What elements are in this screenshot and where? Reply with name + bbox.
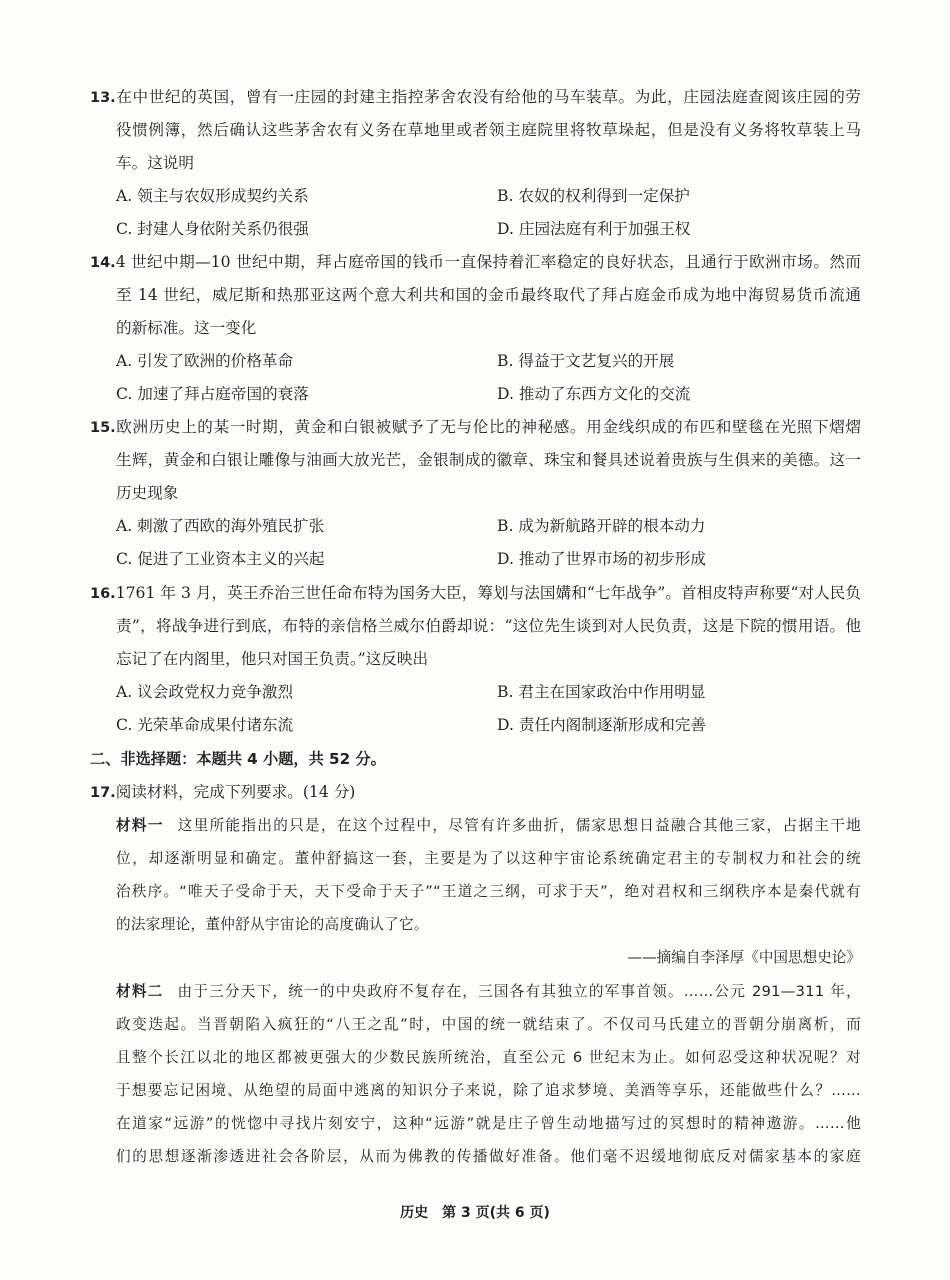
q13-line-1: 13.在中世纪的英国，曾有一庄园的封建主指控茅舍农没有给他的马车装草。为此，庄园法庭查阅该庄园的劳 — [90, 88, 861, 106]
footer-page-number: 第 3 页(共 6 页) — [442, 1205, 550, 1221]
q13-line-3: 车。这说明 — [116, 154, 194, 172]
q13-option-c: C. 封建人身依附关系仍很强 — [116, 220, 309, 238]
material1-line-2: 位，却逐渐明显和确定。董仲舒搞这一套，主要是为了以这种宇宙论系统确定君主的专制权力和社会的统 — [116, 850, 861, 867]
material2-line-4: 于想要忘记困境、从绝望的局面中逃离的知识分子来说，除了追求梦境、美酒等享乐，还能做些什么？…… — [116, 1082, 861, 1099]
material1-line-3: 治秩序。“唯天子受命于天，天下受命于天子”“王道之三纲，可求于天”，绝对君权和三纲秩序本是秦代就有 — [116, 883, 861, 900]
material2-label: 材料二 — [116, 983, 164, 1000]
page-footer — [0, 1202, 950, 1222]
q14-option-c: C. 加速了拜占庭帝国的衰落 — [116, 385, 309, 403]
material1-line-1: 材料一 这里所能指出的只是，在这个过程中，尽管有许多曲折，儒家思想日益融合其他三家，占据主干地 — [116, 817, 862, 834]
material2-line-3: 且整个长江以北的地区都被更强大的少数民族所统治，直至公元 6 世纪末为止。如何忍受这种状况呢？对 — [116, 1049, 861, 1066]
q14-line-2: 至 14 世纪，威尼斯和热那亚这两个意大利共和国的金币最终取代了拜占庭金币成为地中海贸易货币流通 — [116, 286, 861, 304]
material2-line-5: 在道家“远游”的恍惚中寻找片刻安宁，这种“远游”就是庄子曾生动地描写过的冥想时的精神遨游。……他 — [116, 1115, 861, 1132]
q13-option-a: A. 领主与农奴形成契约关系 — [116, 187, 309, 205]
material2-line-2: 政变迭起。当晋朝陷入疯狂的“八王之乱”时，中国的统一就结束了。不仅司马氏建立的晋朝分崩离析，而 — [116, 1016, 861, 1033]
q14-line-3: 的新标准。这一变化 — [116, 319, 257, 337]
q16-line-2: 责”，将战争进行到底，布特的亲信格兰威尔伯爵却说：“这位先生谈到对人民负责，这是下院的惯用语。他 — [116, 617, 861, 635]
q14-option-b: B. 得益于文艺复兴的开展 — [497, 352, 675, 370]
q16-number: 16. — [90, 586, 116, 602]
q16-option-a: A. 议会政党权力竞争激烈 — [116, 683, 294, 701]
q15-line-1: 15.欧洲历史上的某一时期，黄金和白银被赋予了无与伦比的神秘感。用金线织成的布匹和壁毯在光照下熠熠 — [90, 418, 861, 436]
q15-line-2: 生辉，黄金和白银让雕像与油画大放光芒，金银制成的徽章、珠宝和餐具述说着贵族与生俱来的美德。这一 — [116, 451, 861, 469]
q17-number: 17. — [90, 785, 116, 801]
material1-line-4: 的法家理论，董仲舒从宇宙论的高度确认了它。 — [116, 916, 429, 933]
q15-option-b: B. 成为新航路开辟的根本动力 — [497, 517, 706, 535]
q13-number: 13. — [90, 90, 116, 106]
q16-line-1: 16.1761 年 3 月，英王乔治三世任命布特为国务大臣，筹划与法国媾和“七年战争”。首相皮特声称要“对人民负 — [90, 584, 861, 602]
q13-line-2: 役惯例簿，然后确认这些茅舍农有义务在草地里或者领主庭院里将牧草垛起，但是没有义务将牧草装上马 — [116, 121, 861, 139]
q13-option-d: D. 庄园法庭有利于加强王权 — [497, 220, 691, 238]
q15-option-a: A. 刺激了西欧的海外殖民扩张 — [116, 517, 325, 535]
q13-option-b: B. 农奴的权利得到一定保护 — [497, 187, 690, 205]
q15-option-d: D. 推动了世界市场的初步形成 — [497, 550, 706, 568]
material1-label: 材料一 — [116, 817, 164, 834]
material2-line-6: 们的思想逐渐渗透进社会各阶层，从而为佛教的传播做好准备。他们毫不迟缓地彻底反对儒家基本的家庭 — [116, 1148, 861, 1165]
q17-stem: 17.阅读材料，完成下列要求。(14 分) — [90, 783, 356, 801]
q16-option-d: D. 责任内阁制逐渐形成和完善 — [497, 716, 706, 734]
q14-option-d: D. 推动了东西方文化的交流 — [497, 385, 691, 403]
q16-option-c: C. 光荣革命成果付诸东流 — [116, 716, 294, 734]
section-heading: 二、非选择题：本题共 4 小题，共 52 分。 — [90, 750, 386, 768]
material1-source: ——摘编自李泽厚《中国思想史论》 — [627, 949, 861, 966]
q15-number: 15. — [90, 420, 116, 436]
material2-line-1: 材料二 由于三分天下，统一的中央政府不复存在，三国各有其独立的军事首领。……公元 291—311 年， — [116, 983, 861, 1000]
q16-line-3: 忘记了在内阁里，他只对国王负责。”这反映出 — [116, 650, 429, 668]
q15-line-3: 历史现象 — [116, 484, 179, 502]
q15-option-c: C. 促进了工业资本主义的兴起 — [116, 550, 325, 568]
q14-option-a: A. 引发了欧洲的价格革命 — [116, 352, 294, 370]
q14-number: 14. — [90, 255, 116, 271]
q14-line-1: 14.4 世纪中期—10 世纪中期，拜占庭帝国的钱币一直保持着汇率稳定的良好状态，且通行于欧洲市场。然而 — [90, 253, 861, 271]
q16-option-b: B. 君主在国家政治中作用明显 — [497, 683, 706, 701]
footer-subject: 历史 — [400, 1205, 429, 1221]
